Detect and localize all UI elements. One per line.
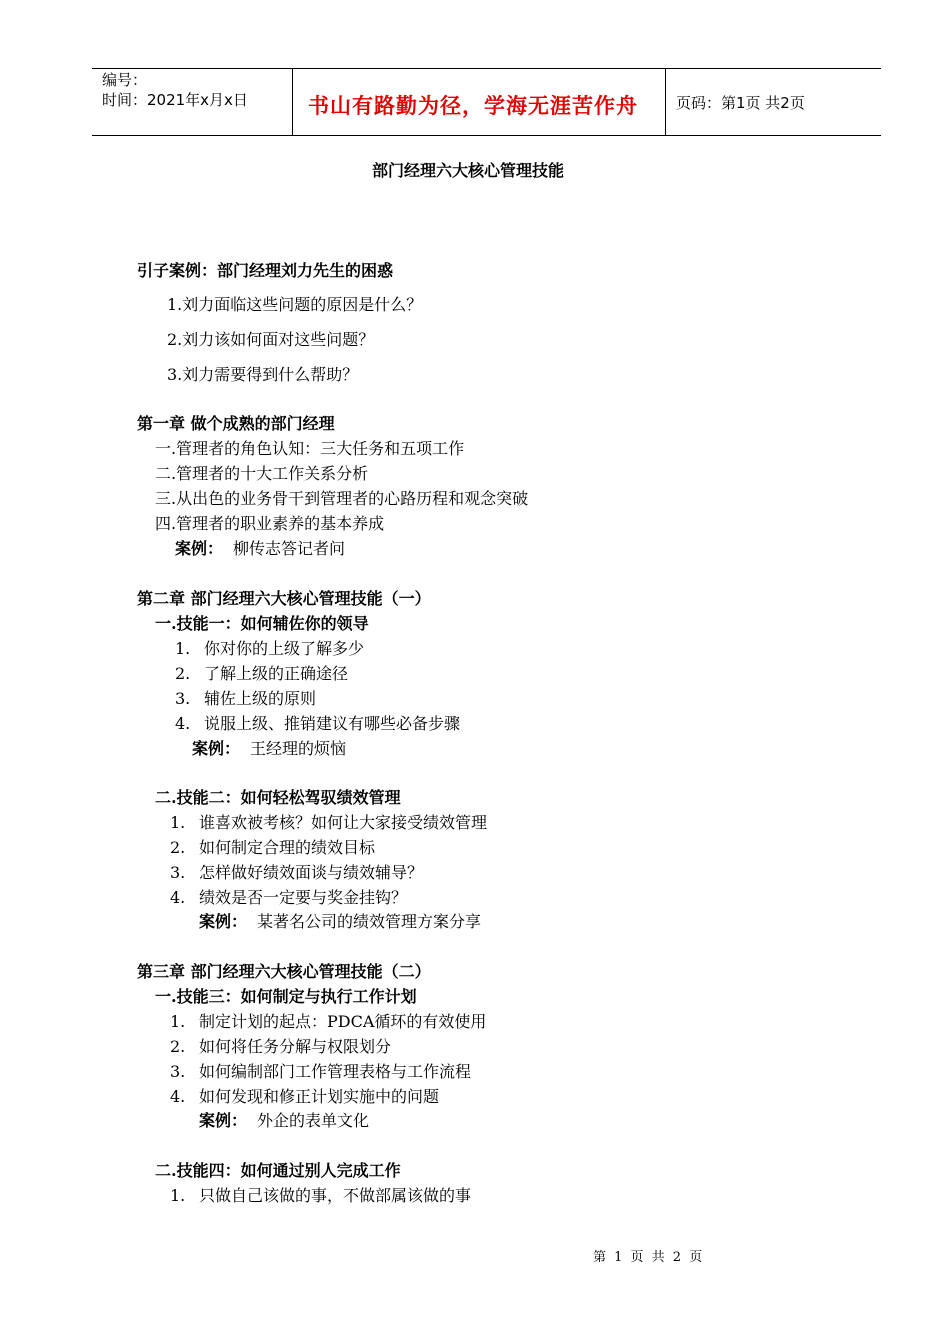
skill2-item: 怎样做好绩效面谈与绩效辅导？ xyxy=(199,863,424,882)
skill3-case-label: 案例： xyxy=(199,1111,248,1130)
skill2-num: 4. xyxy=(170,888,186,907)
skill2-item: 谁喜欢被考核？如何让大家接受绩效管理 xyxy=(199,813,488,832)
skill1-num: 1. xyxy=(175,639,191,658)
skill1-case-text: 王经理的烦恼 xyxy=(250,739,347,758)
skill1-case-label: 案例： xyxy=(192,739,241,758)
skill3-heading: 一.技能三：如何制定与执行工作计划 xyxy=(155,987,417,1006)
header-top-border xyxy=(92,68,881,69)
chapter1-heading: 第一章 做个成熟的部门经理 xyxy=(137,414,335,433)
skill3-item: 如何编制部门工作管理表格与工作流程 xyxy=(199,1062,472,1081)
skill3-num: 4. xyxy=(170,1087,186,1106)
skill2-num: 3. xyxy=(170,863,186,882)
intro-item: 3.刘力需要得到什么帮助？ xyxy=(167,365,359,384)
chapter1-item: 三.从出色的业务骨干到管理者的心路历程和观念突破 xyxy=(155,489,529,508)
chapter1-item: 二.管理者的十大工作关系分析 xyxy=(155,464,369,483)
skill1-num: 4. xyxy=(175,714,191,733)
intro-item: 1.刘力面临这些问题的原因是什么？ xyxy=(167,295,423,314)
skill2-heading: 二.技能二：如何轻松驾驭绩效管理 xyxy=(155,788,401,807)
skill1-item: 你对你的上级了解多少 xyxy=(204,639,365,658)
header-number: 编号： xyxy=(102,71,148,89)
skill1-num: 3. xyxy=(175,689,191,708)
skill2-num: 1. xyxy=(170,813,186,832)
skill1-heading: 一.技能一：如何辅佐你的领导 xyxy=(155,614,369,633)
skill3-item: 如何发现和修正计划实施中的问题 xyxy=(199,1087,440,1106)
skill2-num: 2. xyxy=(170,838,186,857)
skill2-case-label: 案例： xyxy=(199,912,248,931)
chapter1-case-label: 案例： xyxy=(175,539,224,558)
skill2-case-text: 某著名公司的绩效管理方案分享 xyxy=(257,912,482,931)
chapter1-case-text: 柳传志答记者问 xyxy=(233,539,346,558)
header-bottom-border xyxy=(92,135,881,136)
chapter2-heading: 第二章 部门经理六大核心管理技能（一） xyxy=(137,589,431,608)
chapter1-item: 一.管理者的角色认知：三大任务和五项工作 xyxy=(155,439,465,458)
skill1-item: 辅佐上级的原则 xyxy=(204,689,317,708)
header-page: 页码：第1页 共2页 xyxy=(676,94,805,112)
header-time: 时间：2021年x月x日 xyxy=(102,91,248,109)
intro-item: 2.刘力该如何面对这些问题？ xyxy=(167,330,375,349)
skill1-item: 说服上级、推销建议有哪些必备步骤 xyxy=(204,714,461,733)
header-divider-left xyxy=(292,68,293,136)
skill4-item: 只做自己该做的事，不做部属该做的事 xyxy=(199,1186,472,1205)
header-motto: 书山有路勤为径，学海无涯苦作舟 xyxy=(308,94,638,118)
skill3-item: 如何将任务分解与权限划分 xyxy=(199,1037,392,1056)
header-divider-right xyxy=(665,68,666,136)
intro-heading: 引子案例：部门经理刘力先生的困惑 xyxy=(137,261,394,280)
skill4-heading: 二.技能四：如何通过别人完成工作 xyxy=(155,1161,401,1180)
skill1-item: 了解上级的正确途径 xyxy=(204,664,349,683)
document-title: 部门经理六大核心管理技能 xyxy=(372,161,565,180)
skill2-item: 绩效是否一定要与奖金挂钩？ xyxy=(199,888,408,907)
chapter1-item: 四.管理者的职业素养的基本养成 xyxy=(155,514,385,533)
chapter3-heading: 第三章 部门经理六大核心管理技能（二） xyxy=(137,962,431,981)
skill3-num: 1. xyxy=(170,1012,186,1031)
skill4-num: 1. xyxy=(170,1186,186,1205)
page-footer: 第 1 页 共 2 页 xyxy=(593,1250,705,1265)
skill3-num: 3. xyxy=(170,1062,186,1081)
skill3-num: 2. xyxy=(170,1037,186,1056)
skill3-item: 制定计划的起点：PDCA循环的有效使用 xyxy=(199,1012,487,1031)
skill1-num: 2. xyxy=(175,664,191,683)
skill2-item: 如何制定合理的绩效目标 xyxy=(199,838,376,857)
skill3-case-text: 外企的表单文化 xyxy=(257,1111,370,1130)
